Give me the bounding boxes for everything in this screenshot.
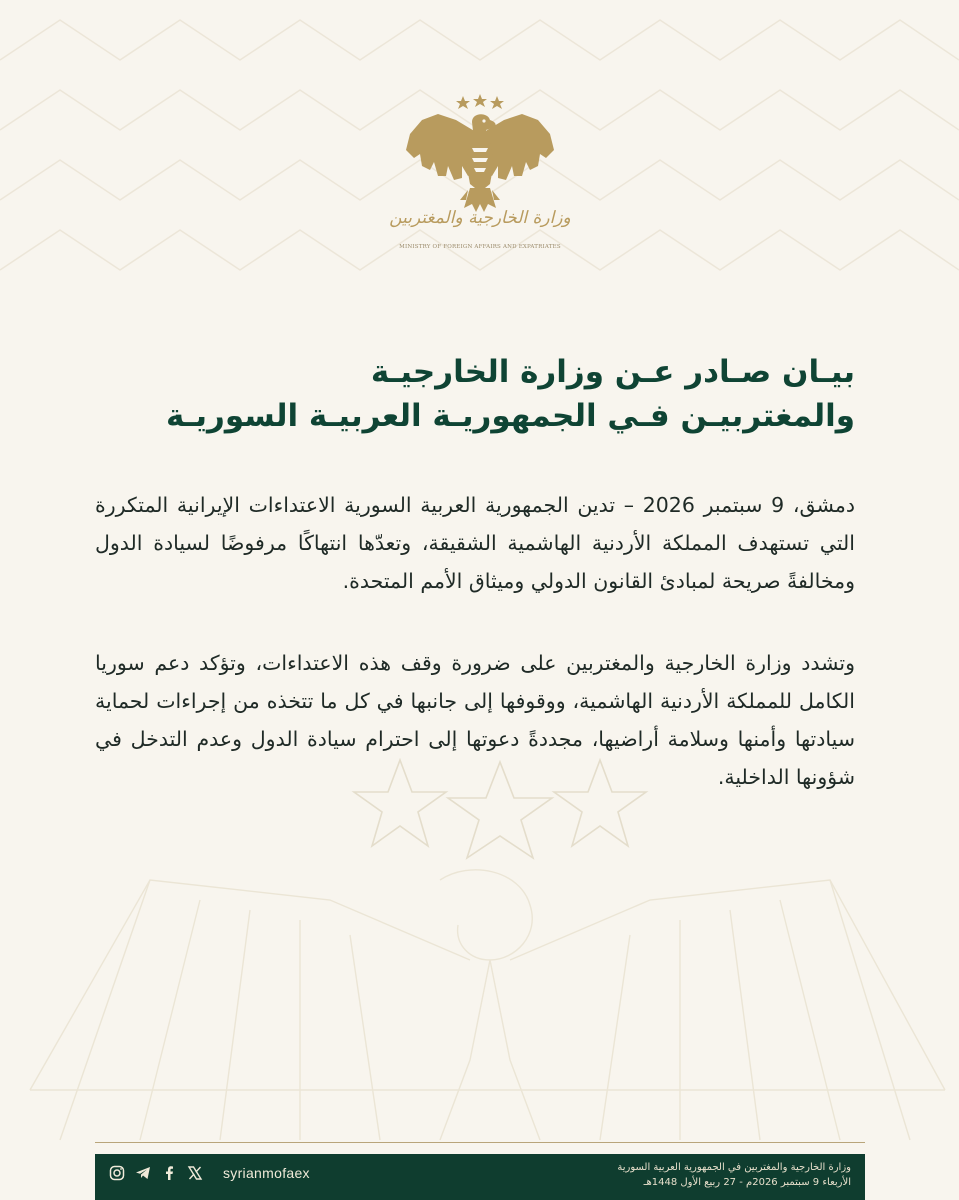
x-icon[interactable] (187, 1165, 203, 1181)
statement-title-line-2: والمغتربيـن فـي الجمهوريـة العربيـة السوريـة (165, 398, 855, 434)
instagram-icon[interactable] (109, 1165, 125, 1181)
footer-org-line: وزارة الخارجية والمغتربين في الجمهورية العربية السورية (617, 1162, 851, 1173)
footer-date-line: الأربعاء 9 سبتمبر 2026م - 27 ربيع الأول 1448هـ (643, 1177, 851, 1188)
statement-paragraph-2: وتشدد وزارة الخارجية والمغتربين على ضرورة وقف هذه الاعتداءات، وتؤكد دعم سوريا الكامل للمملكة الأردنية الهاشمية، ووقوفها إلى جانبها في كل ما تتخذه من إجراءات لحماية سيادتها وأمنها وسلامة أراضيها، مجددةً دعوتها إلى احترام سيادة الدول وعدم التدخل في شؤونها الداخلية. (95, 651, 855, 789)
eagle-emblem-icon (400, 92, 560, 262)
footer-info (617, 1160, 851, 1190)
telegram-icon[interactable] (135, 1165, 151, 1181)
ministry-name-english: MINISTRY OF FOREIGN AFFAIRS AND EXPATRIATES (399, 244, 561, 250)
social-handle[interactable]: syrianmofaex (223, 1165, 310, 1181)
footer-divider (95, 1142, 865, 1143)
ministry-name-arabic: وزارة الخارجية والمغتربين (389, 208, 571, 228)
social-links (109, 1165, 310, 1181)
statement-title (95, 350, 855, 438)
statement-title-line-1: بيـان صـادر عـن وزارة الخارجيـة (370, 354, 855, 390)
statement-paragraph-1: دمشق، 9 سبتمبر 2026 – تدين الجمهورية العربية السورية الاعتداءات الإيرانية المتكررة التي تستهدف المملكة الأردنية الهاشمية الشقيقة، وتعدّها انتهاكًا مرفوضًا لسيادة الدول ومخالفةً صريحة لمبادئ القانون الدولي وميثاق الأمم المتحدة. (95, 493, 855, 593)
footer-bar (95, 1154, 865, 1200)
facebook-icon[interactable] (161, 1165, 177, 1181)
